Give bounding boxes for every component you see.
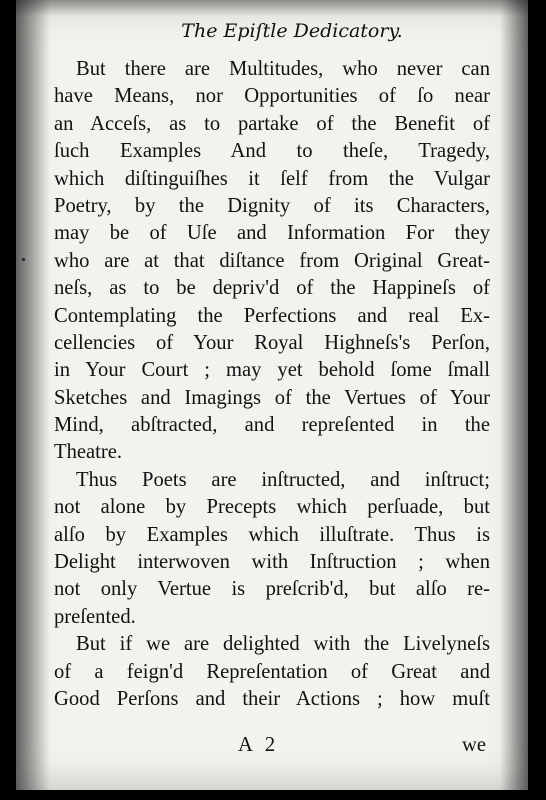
page-footer [54,734,490,760]
text-line: Mind, abſtracted, and repreſented in the [54,414,490,437]
text-line: Good Perſons and their Actions ; how muſt [54,687,490,710]
text-line: not only Vertue is preſcrib'd, but alſo re- [54,578,490,601]
text-line: But there are Multitudes, who never can [76,58,490,80]
signature-mark: A 2 [238,734,280,756]
text-line: not alone by Precepts which perſuade, but [54,496,490,519]
text-line: alſo by Examples which illuſtrate. Thus is [54,523,490,546]
text-line: Poetry, by the Dignity of its Characters, [54,194,490,217]
text-line: an Acceſs, as to partake of the Benefit of [54,112,490,135]
running-header: The Epiſtle Dedicatory. [181,20,403,42]
text-line: Sketches and Imagings of the Vertues of Your [54,386,490,409]
text-line: may be of Uſe and Information For they [54,222,490,245]
body-text [54,56,490,713]
text-line: Delight interwoven with Inſtruction ; when [54,551,490,574]
text-line: in Your Court ; may yet behold ſome ſmall [54,359,490,382]
text-line: But if we are delighted with the Livelyneſs [76,633,490,656]
text-line: which diſtinguiſhes it ſelf from the Vulgar [54,167,490,190]
text-line: Theatre. [54,441,123,464]
gutter-shadow [16,0,50,790]
text-line: have Means, nor Opportunities of ſo near [54,85,490,108]
edge-shadow [500,0,528,790]
text-line: Thus Poets are inſtructed, and inſtruct; [76,468,490,491]
text-line: preſented. [54,605,136,628]
text-line: of a feign'd Repreſentation of Great and [54,660,490,683]
book-page [16,0,528,790]
text-line: neſs, as to be depriv'd of the Happineſs of [54,277,490,300]
text-line: who are at that diſtance from Original Great- [54,249,490,272]
text-line: cellencies of Your Royal Highneſs's Perſon, [54,331,490,354]
text-line: ſuch Examples And to theſe, Tragedy, [54,140,490,163]
catchword: we [461,734,486,756]
ink-speck [22,258,25,261]
top-shadow [16,0,528,16]
text-line: Contemplating the Perfections and real Ex- [54,304,490,327]
